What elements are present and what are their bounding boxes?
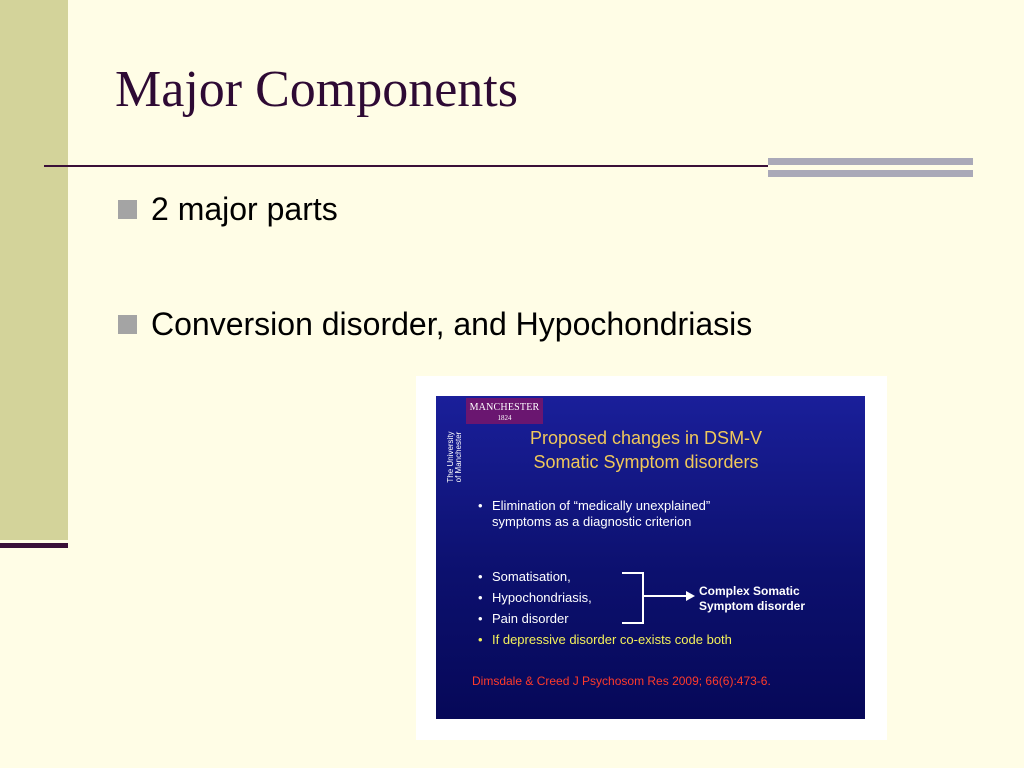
arrow-line (644, 595, 688, 597)
left-accent-bar (0, 543, 68, 548)
bullet-item (118, 191, 338, 228)
square-bullet-icon (118, 315, 137, 334)
figure-result-label (699, 584, 805, 614)
figure-grouped-list (478, 566, 732, 650)
arrow-right-icon (686, 591, 695, 601)
figure-list-item: • Pain disorder (478, 608, 732, 629)
figure-result-line: Symptom disorder (699, 599, 806, 613)
figure-list-item-line: • Elimination of “medically unexplained” (492, 498, 711, 513)
bullet-item (118, 306, 752, 343)
logo-year: 1824 (497, 414, 512, 422)
title-divider (44, 165, 768, 167)
figure-list-item-line: symptoms as a diagnostic criterion (492, 514, 692, 529)
divider-accent-top (768, 158, 973, 165)
figure-title (476, 426, 816, 474)
grouping-bracket (622, 572, 644, 624)
figure-list-item: • Hypochondriasis, (478, 587, 732, 608)
figure-intro-list (478, 498, 710, 530)
figure-list-item: • Somatisation, (478, 566, 732, 587)
figure-citation: Dimsdale & Creed J Psychosom Res 2009; 66(6):473-6. (472, 674, 771, 688)
bullet-text: 2 major parts (151, 191, 338, 227)
figure-result-line: Complex Somatic (699, 584, 800, 598)
slide-title: Major Components (115, 61, 518, 118)
university-vertical-label (448, 424, 462, 488)
university-logo (466, 398, 543, 424)
divider-accent-bottom (768, 170, 973, 177)
figure-list-item-highlight: • If depressive disorder co-exists code both (478, 629, 732, 650)
logo-name: MANCHESTER (469, 402, 540, 413)
bullet-text: Conversion disorder, and Hypochondriasis (151, 306, 753, 342)
embedded-figure (436, 396, 865, 719)
figure-title-line: Proposed changes in DSM-V (529, 428, 763, 448)
vertical-label-text: The University of Manchester (446, 431, 463, 483)
embedded-figure-frame (416, 376, 887, 740)
figure-list-item (478, 498, 710, 530)
left-decorative-band (0, 0, 68, 540)
figure-title-line: Somatic Symptom disorders (533, 452, 759, 472)
square-bullet-icon (118, 200, 137, 219)
